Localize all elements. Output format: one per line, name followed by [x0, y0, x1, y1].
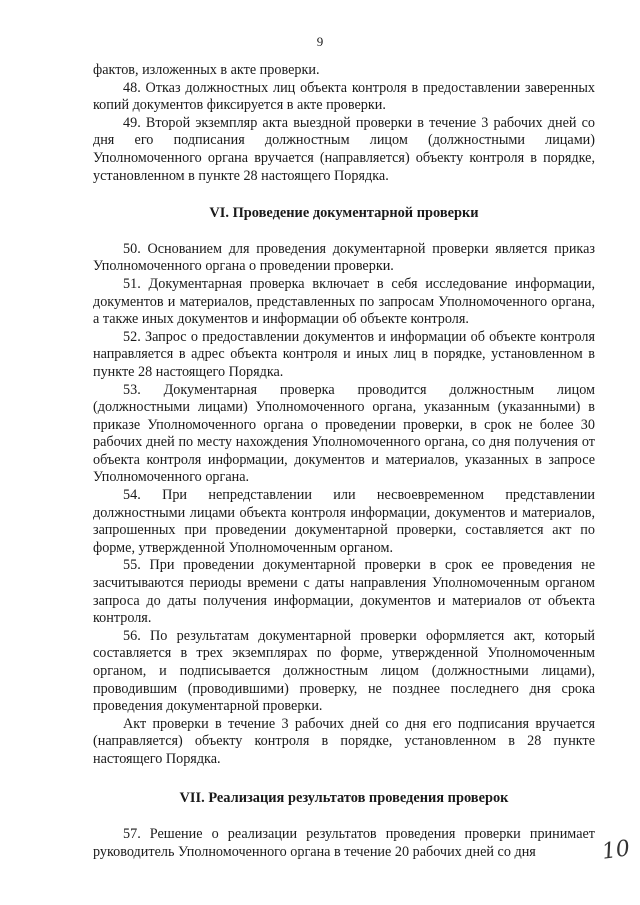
- section-heading-vi: VI. Проведение документарной проверки: [209, 205, 479, 222]
- paragraph-54: 54. При непредставлении или несвоевременном представлении должностными лицами объекта контроля информации, документов и материалов, запрошенных при проведении документарной проверки, составляется акт по форме, утвержденной Уполномоченным органом.: [93, 487, 595, 556]
- paragraph-50: 50. Основанием для проведения документарной проверки является приказ Уполномоченного органа о проведении проверки.: [93, 240, 595, 275]
- page-number: 9: [316, 34, 324, 49]
- paragraph-49: 49. Второй экземпляр акта выездной проверки в течение 3 рабочих дней со дня его подписания должностным лицом (должностными лицами) Уполномоченного органа вручается (направляется) объекту контроля в порядке, установленном в пункте 28 настоящего Порядка.: [93, 114, 595, 184]
- paragraph-56-act: Акт проверки в течение 3 рабочих дней со дня его подписания вручается (направляется) объекту контроля в порядке, установленном в 28 пункте настоящего Порядка.: [93, 715, 595, 767]
- paragraph-52: 52. Запрос о предоставлении документов и информации об объекте контроля направляется в адрес объекта контроля и иных лиц в порядке, установленном в пункте 28 настоящего Порядка.: [93, 328, 595, 380]
- handwritten-page-mark: 10: [600, 836, 632, 865]
- paragraph-55: 55. При проведении документарной проверки в срок ее проведения не засчитываются периоды времени с даты направления Уполномоченным органом запроса до даты получения информации, документов и материалов от объекта контроля.: [93, 557, 595, 627]
- paragraph-56: 56. По результатам документарной проверки оформляется акт, который составляется в трех экземплярах по форме, утвержденной Уполномоченным органом, и подписывается должностным лицом (должностными лицами), проводившим (проводившими) проверку, не позднее последнего дня срока проведения документарной проверки.: [93, 627, 595, 715]
- paragraph-continuation: фактов, изложенных в акте проверки.: [93, 62, 320, 78]
- paragraph-57: 57. Решение о реализации результатов проведения проверки принимает руководитель Уполномоченного органа в течение 20 рабочих дней со дня: [93, 826, 595, 860]
- paragraph-51: 51. Документарная проверка включает в себя исследование информации, документов и материалов, представленных по запросам Уполномоченного органа, а также иных документов и информации об объекте контроля.: [93, 275, 595, 328]
- paragraph-53: 53. Документарная проверка проводится должностным лицом (должностными лицами) Уполномоченного органа, указанным (указанными) в приказе Уполномоченного органа о проведении проверки, в срок не более 30 рабочих дней по месту нахождения Уполномоченного органа, со дня получения от объекта контроля информации, документов и материалов, указанных в запросе Уполномоченного органа.: [93, 381, 595, 486]
- section-heading-vii: VII. Реализация результатов проведения проверок: [179, 789, 509, 806]
- paragraph-48: 48. Отказ должностных лиц объекта контроля в предоставлении заверенных копий документов фиксируется в акте проверки.: [93, 79, 595, 114]
- document-body: [93, 62, 595, 861]
